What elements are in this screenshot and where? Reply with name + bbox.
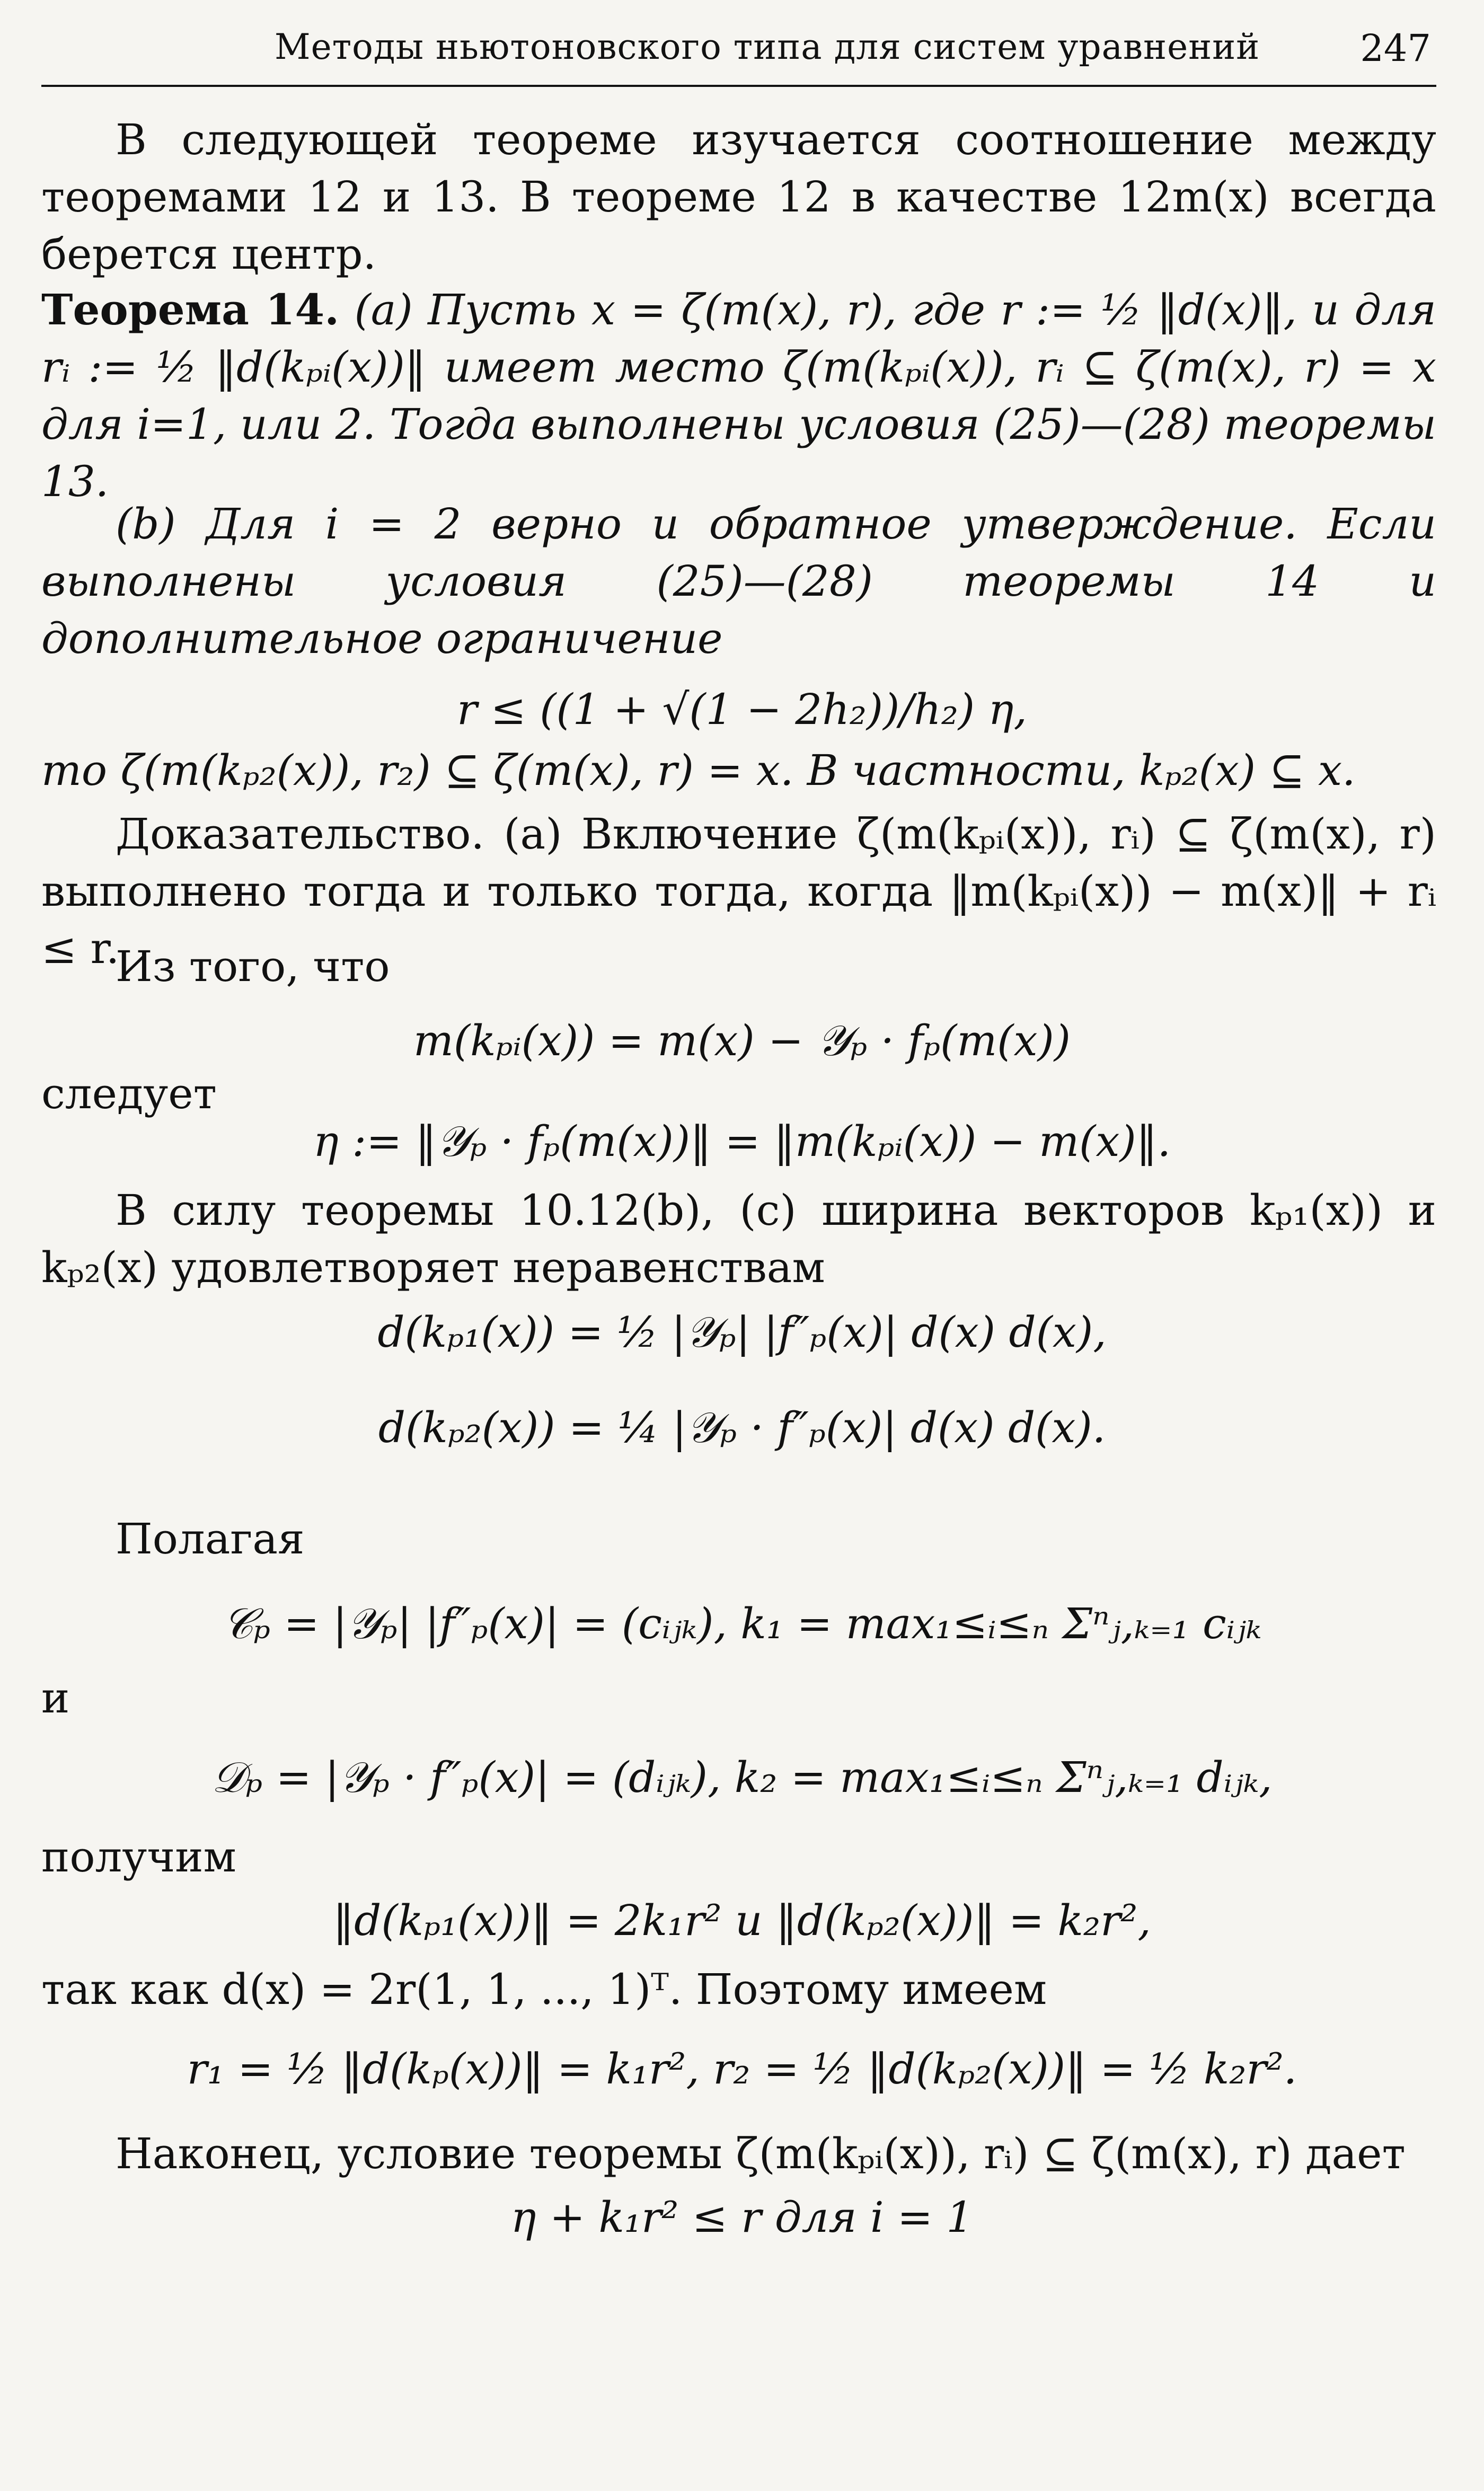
running-header [41, 11, 1436, 87]
theorem-label: Теорема 14. [41, 285, 340, 334]
formula-d2: d(kₚ₂(x)) = ¼ |𝒴ₚ · f″ₚ(x)| d(x) d(x). [378, 1403, 1106, 1452]
proof-follows: следует [41, 1069, 217, 1118]
intro-paragraph: В следующей теореме изучается соотношение между теоремами 12 и 13. В теореме 12 в качестве 12m(x) всегда берется центр. [41, 115, 1436, 279]
formula-r: r₁ = ½ ‖d(kₚ(x))‖ = k₁r², r₂ = ½ ‖d(kₚ₂(x))‖ = ½ k₂r². [187, 2044, 1297, 2094]
proof-by-theorem: В силу теоремы 10.12(b), (c) ширина векторов kₚ₁(x)) и kₚ₂(x) удовлетворяет неравенствам [41, 1186, 1436, 1292]
proof-and: и [41, 1673, 70, 1722]
formula-dp: 𝒟ₚ = |𝒴ₚ · f″ₚ(x)| = (dᵢⱼₖ), k₂ = max₁≤ᵢ≤ₙ Σⁿⱼ,ₖ₌₁ dᵢⱼₖ, [211, 1753, 1273, 1802]
formula-m: m(kₚᵢ(x)) = m(x) − 𝒴ₚ · fₚ(m(x)) [413, 1016, 1071, 1065]
theorem-conclusion: то ζ(m(kₚ₂(x)), r₂) ⊆ ζ(m(x), r) = x. В частности, kₚ₂(x) ⊆ x. [41, 746, 1356, 795]
proof-we-get: получим [41, 1832, 236, 1882]
formula-c: 𝒞ₚ = |𝒴ₚ| |f″ₚ(x)| = (cᵢⱼₖ), k₁ = max₁≤ᵢ≤ₙ Σⁿⱼ,ₖ₌₁ cᵢⱼₖ [222, 1599, 1262, 1648]
formula-norms: ‖d(kₚ₁(x))‖ = 2k₁r² и ‖d(kₚ₂(x))‖ = k₂r², [333, 1896, 1151, 1945]
formula-b: r ≤ ((1 + √(1 − 2h₂))/h₂) η, [457, 685, 1027, 734]
theorem-part-b: (b) Для i = 2 верно и обратное утверждение. Если выполнены условия (25)—(28) теоремы 14 и дополнительное ограничение [41, 499, 1436, 663]
running-title: Методы ньютоновского типа для систем уравнений [275, 26, 1260, 67]
proof-from-that: Из того, что [116, 942, 390, 991]
proof-start: Доказательство. (a) Включение ζ(m(kₚᵢ(x)), rᵢ) ⊆ ζ(m(x), r) выполнено тогда и только тогда, когда ‖m(kₚᵢ(x)) − m(x)‖ + rᵢ ≤ r. [41, 809, 1436, 973]
proof-finally: Наконец, условие теоремы ζ(m(kₚᵢ(x)), rᵢ) ⊆ ζ(m(x), r) дает [116, 2129, 1406, 2178]
proof-since: так как d(x) = 2r(1, 1, ..., 1)ᵀ. Поэтому имеем [41, 1965, 1047, 2014]
formula-final: η + k₁r² ≤ r для i = 1 [510, 2193, 974, 2242]
page-number: 247 [1360, 26, 1431, 70]
proof-setting: Полагая [116, 1514, 305, 1564]
formula-d1: d(kₚ₁(x)) = ½ |𝒴ₚ| |f″ₚ(x)| d(x) d(x), [377, 1308, 1107, 1357]
theorem-part-a [41, 281, 1436, 510]
theorem-part-a-text: (a) Пусть x = ζ(m(x), r), где r := ½ ‖d(x)‖, и для rᵢ := ½ ‖d(kₚᵢ(x))‖ имеет место ζ(m(kₚᵢ(x)), rᵢ ⊆ ζ(m(x), r) = x для i=1, или 2. Тогда выполнены условия (25)—(28) теоремы 13. [41, 285, 1437, 506]
formula-eta: η := ‖𝒴ₚ · fₚ(m(x))‖ = ‖m(kₚᵢ(x)) − m(x)‖. [313, 1117, 1171, 1166]
